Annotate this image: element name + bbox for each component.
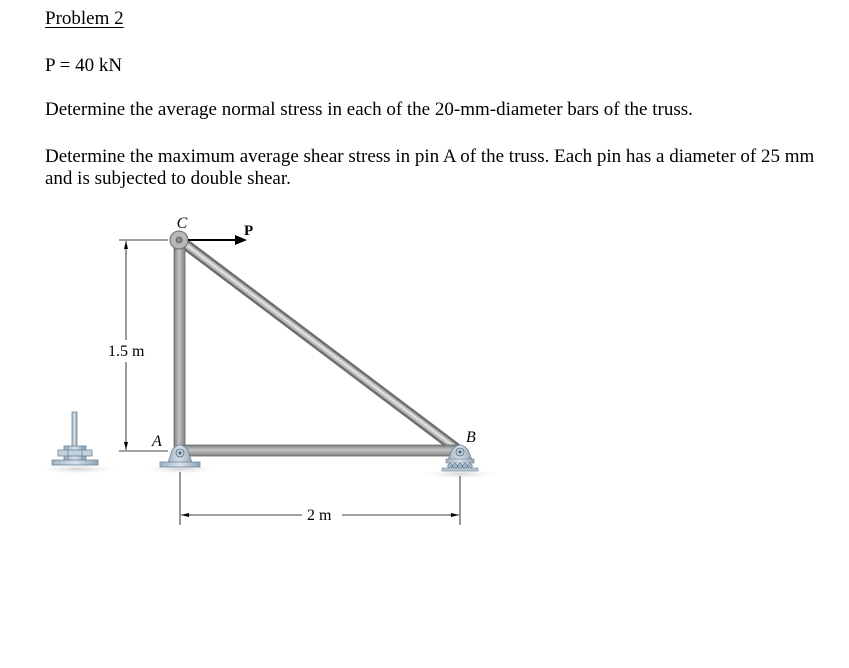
load-arrow-p	[188, 235, 247, 245]
label-p: P	[244, 223, 254, 239]
bar-ac	[174, 243, 185, 450]
given-load: P = 40 kN	[45, 55, 123, 76]
label-c: C	[176, 215, 188, 232]
pin-side-view	[52, 412, 98, 465]
bar-cb	[180, 240, 461, 452]
ground-shadow-left	[38, 464, 118, 474]
dimension-width-label: 2 m	[307, 507, 332, 524]
question-shear-stress: Determine the maximum average shear stress in pin A of the truss. Each pin has a diameter of 25 mm and is subjected to double shear.	[45, 146, 815, 189]
label-b: B	[466, 429, 476, 446]
label-a: A	[152, 433, 162, 450]
dimension-height-label: 1.5 m	[108, 343, 145, 360]
bar-ab	[180, 445, 460, 456]
pin-c	[170, 231, 188, 249]
problem-title: Problem 2	[45, 8, 124, 29]
question-normal-stress: Determine the average normal stress in each of the 20-mm-diameter bars of the truss.	[45, 99, 693, 120]
